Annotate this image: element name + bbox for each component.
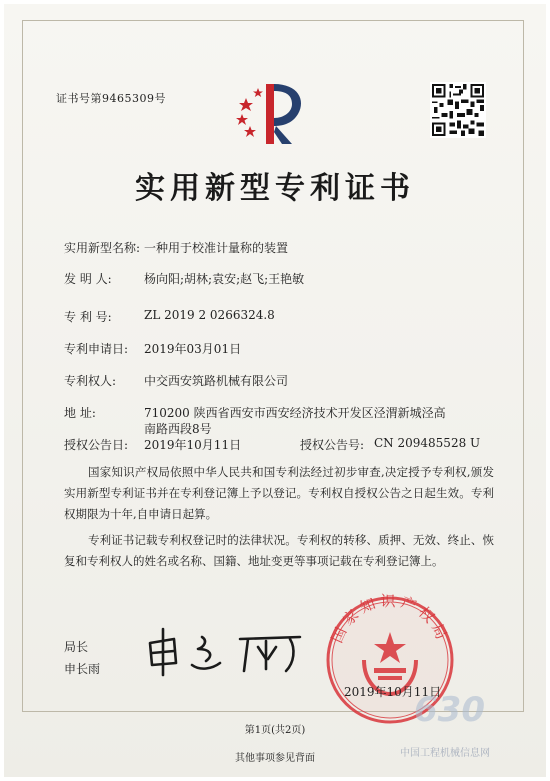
field-value-patentee: 中交西安筑路机械有限公司 <box>144 374 289 388</box>
footer-note: 其他事项参见背面 <box>235 753 315 764</box>
certificate-title: 实用新型专利证书 <box>135 171 415 206</box>
field-label-address: 地 址: <box>64 406 96 420</box>
field-value-address: 710200 陕西省西安市西安经济技术开发区泾渭新城泾高 <box>144 406 446 420</box>
certificate-paragraph-1: 国家知识产权局依照中华人民共和国专利法经过初步审查,决定授予专利权,颁发实用新型专利证书并在专利登记簿上予以登记。专利权自授权公告之日起生效。专利权期限为十年,自申请日起算。 <box>64 465 494 521</box>
field-label-patent-number: 专 利 号: <box>64 310 112 324</box>
field-label-patentee: 专利权人: <box>64 374 117 388</box>
site-watermark: 630 <box>414 690 485 730</box>
field-label-utility-model-name: 实用新型名称: <box>64 241 141 255</box>
qr-code-icon <box>430 82 486 138</box>
field-label-grant-date: 授权公告日: <box>64 438 129 452</box>
field-label-grant-number: 授权公告号: <box>300 438 365 452</box>
patent-office-emblem-icon <box>232 78 312 150</box>
seal-text: 国家知识产权局 <box>327 592 453 646</box>
field-value-inventors: 杨向阳;胡林;袁安;赵飞;王艳敏 <box>144 272 305 286</box>
field-value-grant-number: CN 209485528 U <box>374 436 481 450</box>
seal-date: 2019年10月11日 <box>344 685 442 699</box>
field-label-inventors: 发 明 人: <box>64 272 112 286</box>
certificate-paragraph-2: 专利证书记载专利权登记时的法律状况。专利权的转移、质押、无效、终止、恢复和专利权人的姓名或名称、国籍、地址变更等事项记载在专利登记簿上。 <box>64 533 494 568</box>
certificate-number: 证书号第9465309号 <box>56 92 166 105</box>
field-value-address-line2: 南路西段8号 <box>144 422 212 436</box>
field-value-patent-number: ZL 2019 2 0266324.8 <box>144 308 275 322</box>
field-label-application-date: 专利申请日: <box>64 342 129 356</box>
site-watermark-text: 中国工程机械信息网 <box>400 748 490 759</box>
field-value-grant-date: 2019年10月11日 <box>144 438 242 452</box>
field-value-application-date: 2019年03月01日 <box>144 342 242 356</box>
field-value-utility-model-name: 一种用于校准计量称的装置 <box>144 241 289 255</box>
signer-name: 申长雨 <box>64 662 101 676</box>
signer-title: 局长 <box>64 640 89 654</box>
page-indicator: 第1页(共2页) <box>244 725 306 736</box>
handwritten-signature-icon <box>140 625 330 677</box>
